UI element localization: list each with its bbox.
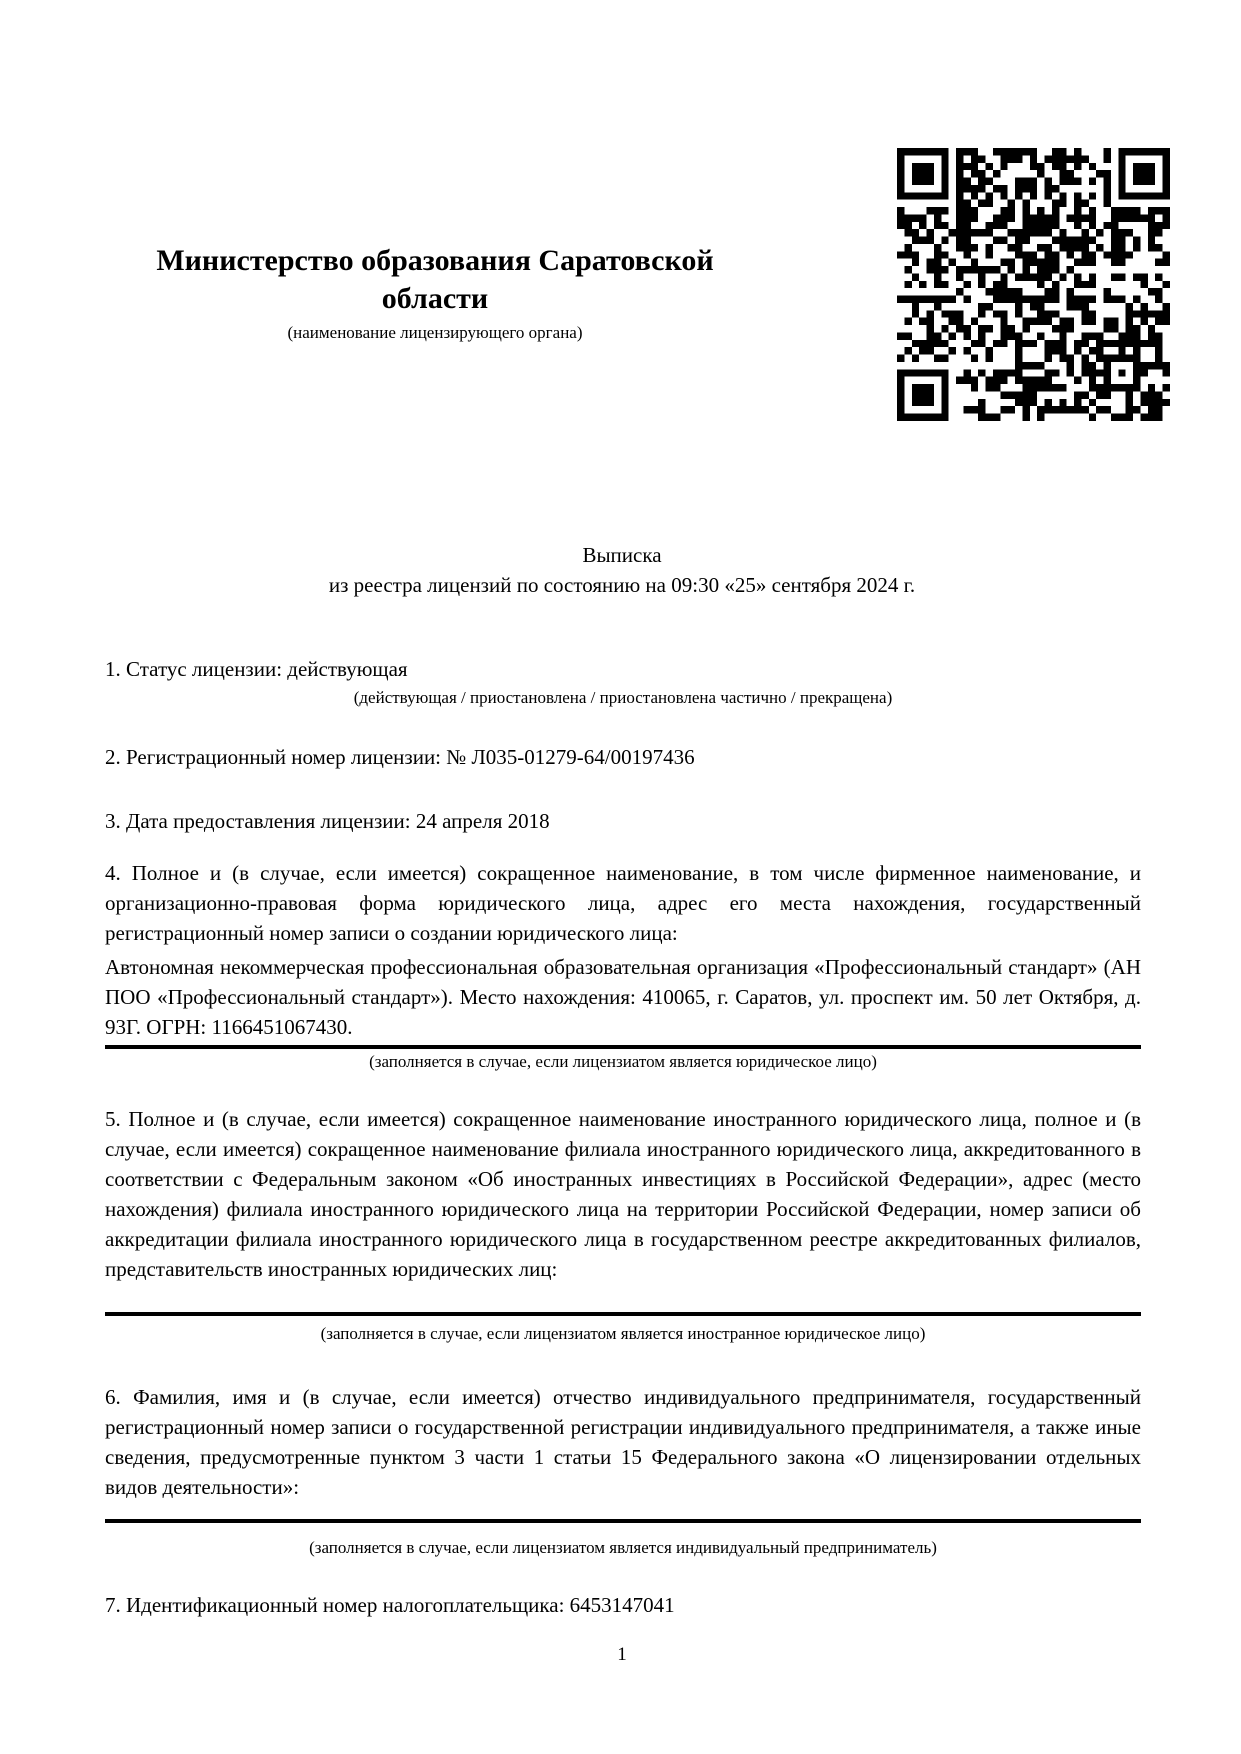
field-taxpayer-id: 7. Идентификационный номер налогоплательщика: 6453147041 (105, 1593, 675, 1617)
qr-code (897, 148, 1170, 421)
field-legal-entity-value: Автономная некоммерческая профессиональная образовательная организация «Профессиональный стандарт» (АН ПОО «Профессиональный стандарт»). Место нахождения: 410065, г. Саратов, ул. проспект им. 50 лет Октября, д. 93Г. ОГРН: 1166451067430. (105, 952, 1141, 1049)
field-legal-entity-label: 4. Полное и (в случае, если имеется) сокращенное наименование, в том числе фирменное наименование, и организационно-правовая форма юридического лица, адрес его места нахождения, государственный регистрационный номер записи о создании юридического лица: (105, 861, 1141, 945)
page-number: 1 (617, 1644, 627, 1665)
field-entrepreneur-label: 6. Фамилия, имя и (в случае, если имеется) отчество индивидуального предпринимателя, государственный регистрационный номер записи о государственной регистрации индивидуального предпринимателя, а также иные сведения, предусмотренные пунктом 3 части 1 статьи 15 Федерального закона «О лицензировании отдельных видов деятельности»: (105, 1385, 1141, 1499)
field-entrepreneur-blank-line (105, 1519, 1141, 1523)
authority-name: Министерство образования Саратовской области (156, 244, 714, 315)
field-registration-number: 2. Регистрационный номер лицензии: № Л035-01279-64/00197436 (105, 745, 695, 769)
field-entrepreneur-caption: (заполняется в случае, если лицензиатом является индивидуальный предприниматель) (309, 1538, 937, 1557)
field-license-status: 1. Статус лицензии: действующая (105, 657, 408, 681)
document-title (103, 540, 1141, 600)
qr-code-image (897, 148, 1170, 421)
field-foreign-entity-caption: (заполняется в случае, если лицензиатом является иностранное юридическое лицо) (320, 1324, 926, 1343)
field-grant-date: 3. Дата предоставления лицензии: 24 апреля 2018 (105, 809, 550, 833)
field-legal-entity-caption: (заполняется в случае, если лицензиатом является юридическое лицо) (369, 1052, 877, 1071)
field-license-status-caption: (действующая / приостановлена / приостановлена частично / прекращена) (353, 688, 893, 707)
authority-header (110, 242, 760, 343)
field-foreign-entity-label: 5. Полное и (в случае, если имеется) сокращенное наименование иностранного юридического лица, полное и (в случае, если имеется) сокращенное наименование филиала иностранного юридического лица, аккредитованного в соответствии с Федеральным законом «Об иностранных инвестициях в Российской Федерации», адрес (место нахождения) филиала иностранного юридического лица на территории Российской Федерации, номер записи об аккредитации филиала иностранного юридического лица в государственном реестре аккредитованных филиалов, представительств иностранных юридических лиц: (105, 1107, 1141, 1281)
document-title-line2: из реестра лицензий по состоянию на 09:30 «25» сентября 2024 г. (328, 573, 916, 597)
field-foreign-entity-blank-line (105, 1312, 1141, 1316)
authority-caption: (наименование лицензирующего органа) (287, 323, 583, 342)
document-title-line1: Выписка (582, 543, 662, 567)
